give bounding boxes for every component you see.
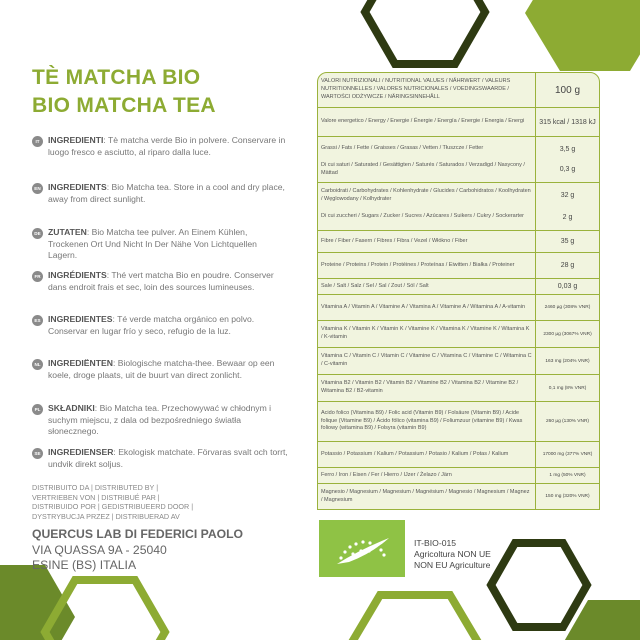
nutrition-label: Di cui zuccheri / Sugars / Zucker / Sucres / Azúcares / Suikers / Cukry / Sockerarter	[321, 213, 524, 220]
nutrition-value: 2460 µg (308% VNR)	[544, 305, 591, 310]
distributor-line: DISTRIBUITO DA | DISTRIBUTED BY |	[32, 483, 159, 492]
company-address	[32, 527, 243, 574]
flag-es-icon: ES	[32, 315, 43, 326]
nutrition-value: 0,3 g	[559, 166, 576, 174]
hexagon-bottom-right-outline	[491, 543, 587, 627]
ingredient-heading: SKŁADNIKI	[48, 403, 95, 413]
flag-se-icon: SE	[32, 448, 43, 459]
nutrition-row-potassium	[318, 441, 599, 467]
eu-organic-logo	[319, 520, 405, 577]
nutrition-row-energy	[318, 107, 599, 136]
ingredient-heading: INGREDIENTES	[48, 314, 113, 324]
nutrition-label: Sale / Salt / Salz / Sel / Sal / Zout / Sól / Salt	[318, 279, 536, 294]
ingredient-text: Té verde matcha orgánico en polvo. Conservar en lugar frío y seco, refugio de la luz.	[48, 314, 255, 336]
nutrition-value: 260 µg (130% VNR)	[545, 419, 590, 424]
nutrition-label: Valore energetico / Energy / Energie / Énergie / Energía / Energie / Energia / Energi	[318, 108, 536, 136]
distributor-line: VERTRIEBEN VON | DISTRIBUÉ PAR |	[32, 492, 160, 502]
nutrition-header-value: 100 g	[554, 84, 581, 96]
nutrition-value: 28 g	[560, 262, 575, 269]
nutrition-row-iron	[318, 467, 599, 483]
ingredient-text: Bio Matcha tea. Przechowywać w chłodnym i suchym miejscu, z dala od bezpośredniego światła słonecznego.	[48, 403, 272, 437]
ingredient-text: Biologische matcha-thee. Bewaar op een koele, droge plaats, uit de buurt van direct zonlicht.	[48, 358, 275, 380]
nutrition-row-magnesium	[318, 483, 599, 509]
nutrition-row-carbohydrates	[318, 182, 599, 230]
nutrition-header-row	[318, 73, 599, 107]
nutrition-row-fiber	[318, 230, 599, 252]
nutrition-label: Grassi / Fats / Fette / Graisses / Grasas / Vetten / Tłuszcze / Fetter	[321, 145, 484, 152]
nutrition-label: Ferro / Iron / Eisen / Fer / Hierro / IJzer / Żelazo / Järn	[318, 468, 536, 483]
ingredient-block-fr: FR INGRÉDIENTS: Thé vert matcha Bio en poudre. Conserver dans endroit frais et sec, loin des sources lumineuses.	[32, 270, 288, 293]
nutrition-value: 150 mg (320% VNR)	[545, 494, 590, 499]
nutrition-label: Proteine / Proteins / Protein / Protéines / Proteínas / Eiwitten / Białka / Proteiner	[318, 253, 536, 278]
hexagon-top-right	[525, 0, 640, 71]
nutrition-label: Acido folico (Vitamina B9) / Folic acid (Vitamin B9) / Folsäure (Vitamin B9) / Acide folique (Vitamine B9) / Ácido fólico (vitamina B9) / Foliumzuur (vitamine B9) / Kwas foliowy (witamina B9) / Folsyra (vitamin B9)	[318, 402, 536, 441]
ingredient-block-nl: NL INGREDIËNTEN: Biologische matcha-thee. Bewaar op een koele, droge plaats, uit de buurt van direct zonlicht.	[32, 358, 288, 381]
ingredient-heading: INGREDIENTI	[48, 135, 104, 145]
ingredient-text: Tè matcha verde Bio in polvere. Conservare in luogo fresco e asciutto, al riparo dalla luce.	[48, 135, 286, 157]
organic-certification	[414, 538, 491, 571]
hexagon-bottom-center	[345, 595, 485, 640]
nutrition-value: 315 kcal / 1318 kJ	[539, 118, 596, 126]
ingredient-text: Bio Matcha tea. Store in a cool and dry place, away from direct sunlight.	[48, 182, 285, 204]
ingredient-text: Ekologisk matchate. Förvaras svalt och torrt, undvik direkt soljus.	[48, 447, 288, 469]
ingredient-heading: INGRÉDIENTS	[48, 270, 107, 280]
title-english: BIO MATCHA TEA	[32, 94, 216, 117]
nutrition-label: Fibre / Fiber / Fasern / Fibres / Fibra / Vezel / Włókno / Fiber	[318, 231, 536, 252]
flag-en-icon: EN	[32, 183, 43, 194]
company-name: QUERCUS LAB DI FEDERICI PAOLO	[32, 527, 244, 541]
certification-code: IT-BIO-015	[414, 538, 457, 548]
nutrition-table	[317, 72, 600, 510]
nutrition-label: Vitamina B2 / Vitamin B2 / Vitamin B2 / Vitamine B2 / Vitamina B2 / Vitamine B2 / Witamina B2 / B2-vitamin	[318, 375, 536, 401]
nutrition-row-fats	[318, 136, 599, 182]
address-line-2: ESINE (BS) ITALIA	[32, 558, 137, 573]
ingredient-block-pl: PL SKŁADNIKI: Bio Matcha tea. Przechowywać w chłodnym i suchym miejscu, z dala od bezpośredniego światła słonecznego.	[32, 403, 288, 438]
nutrition-label: Vitamina K / Vitamin K / Vitamin K / Vitamine K / Vitamina K / Vitamine K / Witamina K / K-vitamin	[318, 321, 536, 347]
nutrition-label: Vitamina A / Vitamin A / Vitamine A / Vitamina A / Vitamine A / Witamina A / A-vitamin	[318, 295, 536, 320]
nutrition-row-salt	[318, 278, 599, 294]
nutrition-row-proteins	[318, 252, 599, 278]
nutrition-label: Carboidrati / Carbohydrates / Kohlenhydrate / Glucides / Carbohidratos / Koolhydraten / Węglowodany / Kolhydrater	[321, 187, 531, 202]
flag-fr-icon: FR	[32, 271, 43, 282]
flag-pl-icon: PL	[32, 404, 43, 415]
ingredient-text: Bio Matcha tee pulver. An Einem Kühlen, Trockenen Ort Und Nicht In Der Nähe Von Lichtquellen Lagern.	[48, 227, 257, 261]
nutrition-label: Magnesio / Magnesium / Magnesium / Magnésium / Magnesio / Magnesium / Magnez / Magnesium	[318, 484, 536, 509]
flag-nl-icon: NL	[32, 359, 43, 370]
flag-it-icon: IT	[32, 136, 43, 147]
nutrition-value: 17000 mg (377% VNR)	[542, 452, 593, 457]
hexagon-top-outline	[365, 0, 485, 64]
title-italian: TÈ MATCHA BIO	[32, 66, 201, 89]
ingredient-heading: ZUTATEN	[48, 227, 87, 237]
nutrition-header-label: VALORI NUTRIZIONALI / NUTRITIONAL VALUES / NÄHRWERT / VALEURS NUTRITIONNELLES / VALORES NUTRICIONALES / VOEDINGSWAARDE / WARTOŚCI ODŻYWCZE / NÄRINGSINNEHÅLL	[318, 73, 536, 107]
distributor-line: DYSTRYBUCJA PRZEZ | DISTRIBUERAD AV	[32, 511, 180, 521]
nutrition-label: Potassio / Potassium / Kalium / Potassium / Potasio / Kalium / Potas / Kalium	[318, 442, 536, 467]
ingredient-heading: INGREDIËNTEN	[48, 358, 113, 368]
ingredient-heading: INGREDIENTS	[48, 182, 107, 192]
ingredient-block-se: SE INGREDIENSER: Ekologisk matchate. Förvaras svalt och torrt, undvik direkt soljus.	[32, 447, 288, 470]
ingredient-block-de: DE ZUTATEN: Bio Matcha tee pulver. An Einem Kühlen, Trockenen Ort Und Nicht In Der Nähe Von Lichtquellen Lagern.	[32, 227, 288, 262]
nutrition-label: Vitamina C / Vitamin C / Vitamin C / Vitamine C / Vitamina C / Vitamine C / Witamina C / C-vitamin	[318, 348, 536, 374]
address-line-1: VIA QUASSA 9A - 25040	[32, 542, 167, 557]
nutrition-row-vitamin-a	[318, 294, 599, 320]
ingredient-block-es: ES INGREDIENTES: Té verde matcha orgánico en polvo. Conservar en lugar frío y seco, refugio de la luz.	[32, 314, 288, 337]
nutrition-label: Di cui saturi / Saturated / Gesättigten / Saturés / Saturados / Verzadigd / Nasycony / Mättad	[321, 161, 525, 176]
nutrition-value: 3,5 g	[559, 145, 576, 153]
distributor-labels	[32, 483, 292, 521]
nutrition-value: 2300 µg (3067% VNR)	[543, 331, 592, 337]
nutrition-value: 32 g	[560, 192, 575, 200]
ingredient-block-en: EN INGREDIENTS: Bio Matcha tea. Store in a cool and dry place, away from direct sunlight.	[32, 182, 288, 205]
nutrition-row-vitamin-c	[318, 347, 599, 374]
eu-leaf-stars-icon	[319, 520, 405, 577]
nutrition-value: 2 g	[562, 213, 573, 221]
ingredient-heading: INGREDIENSER	[48, 447, 114, 457]
certification-line-2: NON EU Agriculture	[414, 560, 491, 570]
nutrition-value: 1 mg (50% VNR)	[549, 473, 586, 478]
distributor-line: DISTRIBUIDO POR | GEDISTRIBUEERD DOOR |	[32, 502, 194, 512]
nutrition-value: 35 g	[560, 238, 575, 245]
certification-line-1: Agricoltura NON UE	[414, 549, 491, 559]
nutrition-value: 0,1 mg (8% VNR)	[548, 385, 587, 391]
nutrition-row-folic-acid	[318, 401, 599, 441]
flag-de-icon: DE	[32, 228, 43, 239]
ingredient-text: Thé vert matcha Bio en poudre. Conserver dans endroit frais et sec, loin des sources lumineuses.	[48, 270, 274, 292]
ingredient-block-it: IT INGREDIENTI: Tè matcha verde Bio in polvere. Conservare in luogo fresco e asciutto, al riparo dalla luce.	[32, 135, 288, 158]
nutrition-value: 0,03 g	[557, 283, 578, 290]
nutrition-value: 163 mg (204% VNR)	[545, 358, 590, 364]
nutrition-row-vitamin-b2	[318, 374, 599, 401]
nutrition-row-vitamin-k	[318, 320, 599, 347]
